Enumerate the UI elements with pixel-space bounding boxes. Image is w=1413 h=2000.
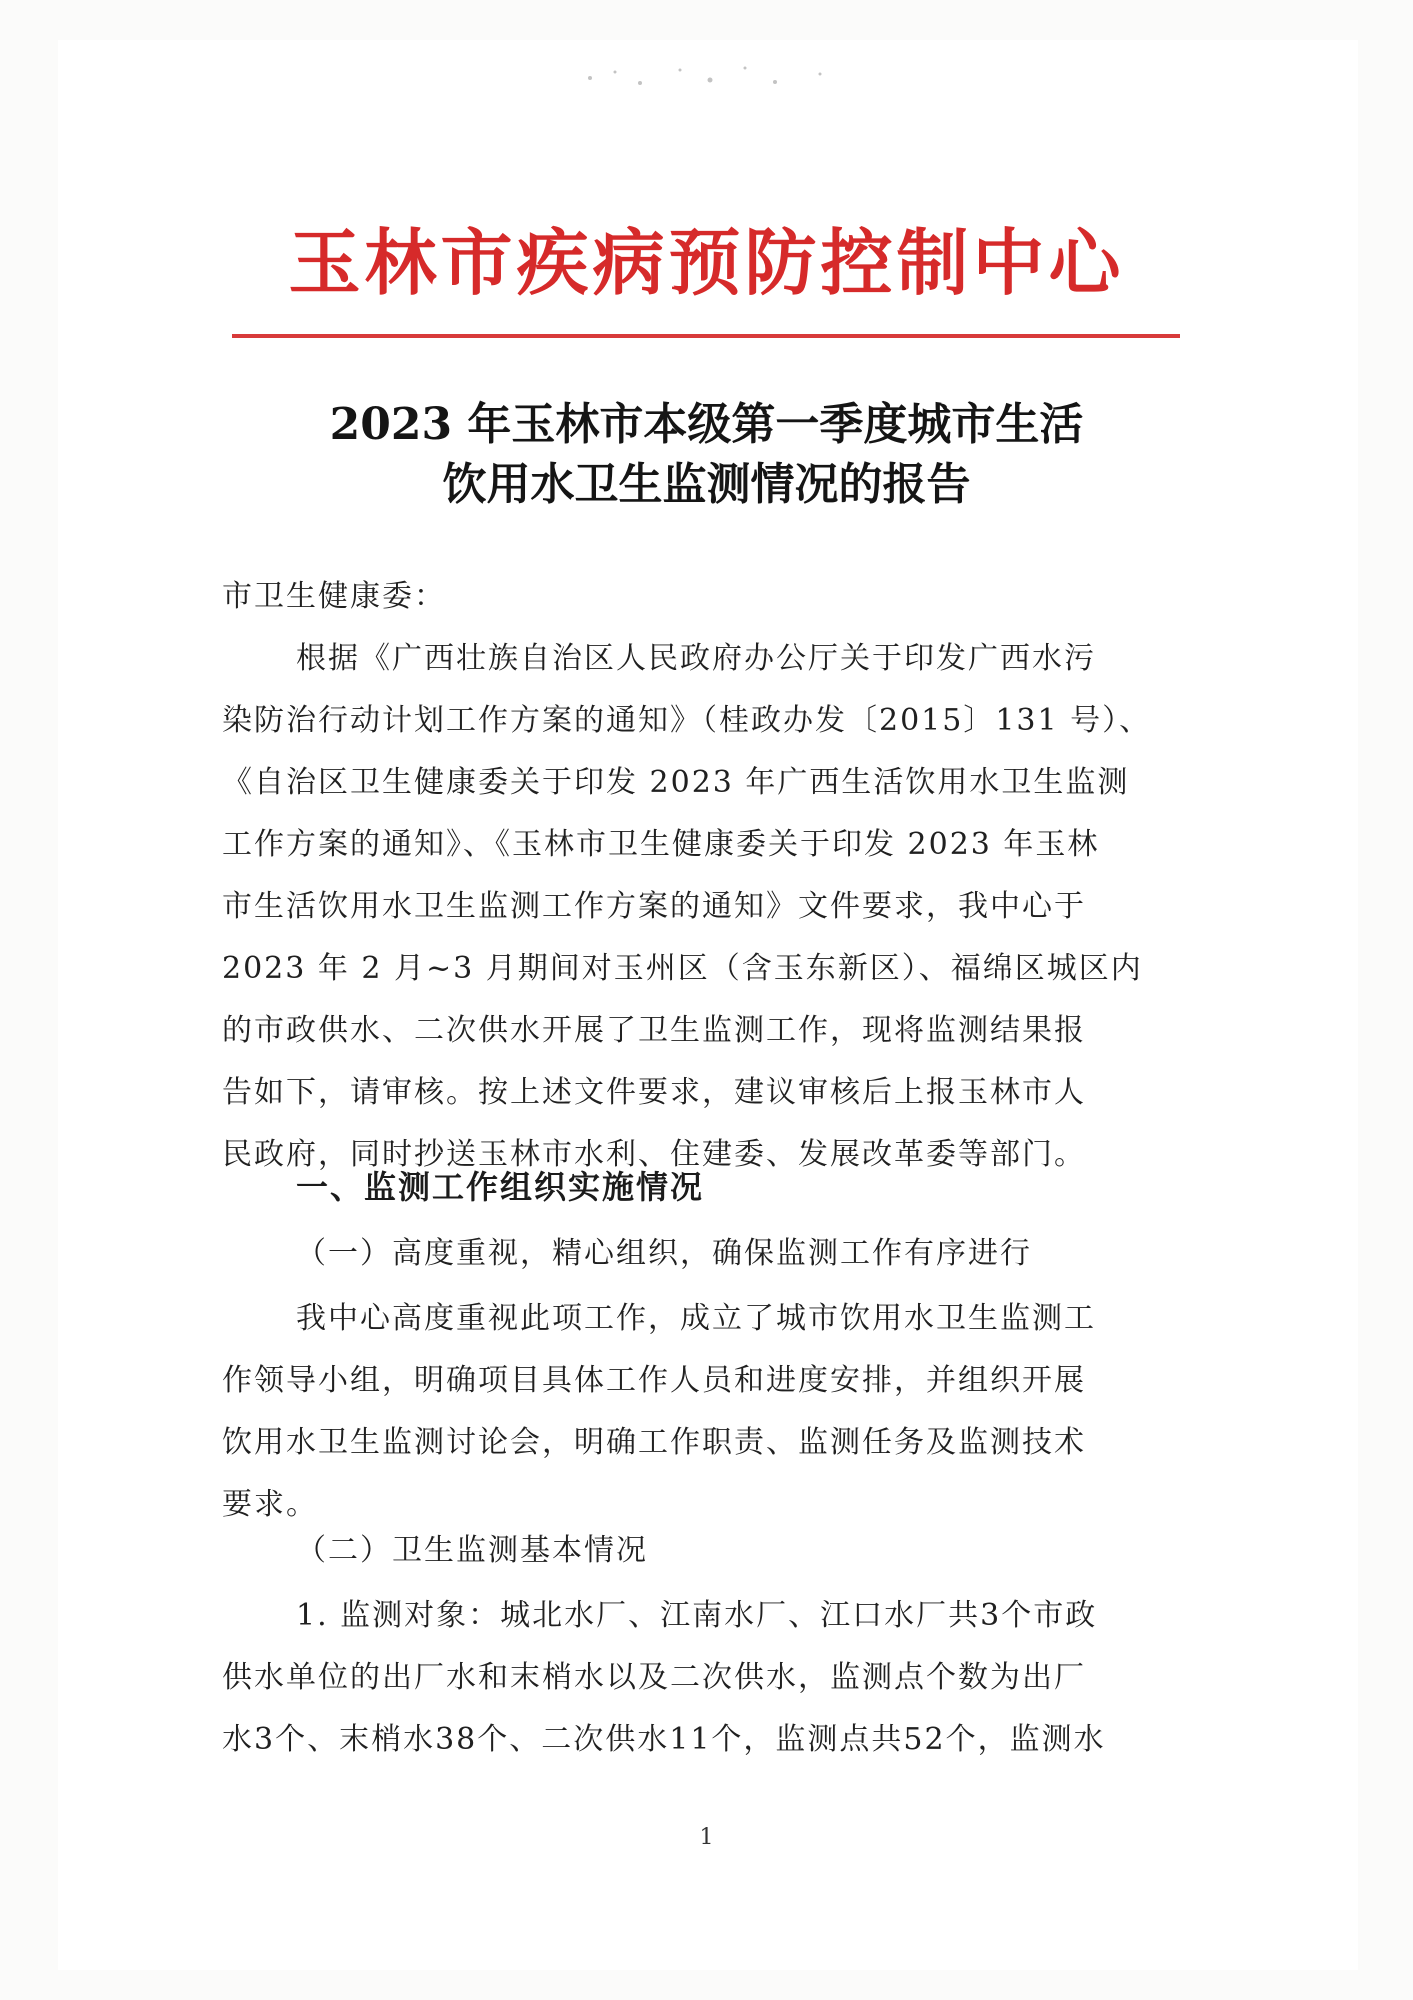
paragraph-line: 水3个、末梢水38个、二次供水11个，监测点共52个，监测水 (222, 1722, 1106, 1757)
paragraph-line: 民政府，同时抄送玉林市水利、住建委、发展改革委等部门。 (222, 1137, 1086, 1172)
paragraph-line: 染防治行动计划工作方案的通知》（桂政办发〔2015〕131 号）、 (222, 703, 1152, 738)
page-number: 1 (699, 1825, 714, 1850)
paragraph-line: 告如下，请审核。按上述文件要求，建议审核后上报玉林市人 (222, 1075, 1086, 1110)
paragraph-line: 的市政供水、二次供水开展了卫生监测工作，现将监测结果报 (222, 1013, 1086, 1048)
subsection-heading-2: （二）卫生监测基本情况 (296, 1533, 648, 1568)
paragraph-line: 要求。 (222, 1487, 318, 1522)
scan-smudge (570, 58, 860, 98)
paragraph-line: 2023 年 2 月~3 月期间对玉州区（含玉东新区）、福绵区城区内 (222, 951, 1143, 986)
organization-letterhead: 玉林市疾病预防控制中心 (288, 221, 1125, 305)
report-title-line-2: 饮用水卫生监测情况的报告 (442, 459, 971, 510)
report-title-line-1: 2023 年玉林市本级第一季度城市生活 (329, 399, 1084, 450)
paragraph-line: 市生活饮用水卫生监测工作方案的通知》文件要求，我中心于 (222, 889, 1086, 924)
paragraph-line: 根据《广西壮族自治区人民政府办公厅关于印发广西水污 (296, 641, 1096, 676)
paragraph-line: 饮用水卫生监测讨论会，明确工作职责、监测任务及监测技术 (222, 1425, 1086, 1460)
paragraph-line: 1. 监测对象：城北水厂、江南水厂、江口水厂共3个市政 (296, 1598, 1098, 1633)
paragraph-line: 供水单位的出厂水和末梢水以及二次供水，监测点个数为出厂 (222, 1660, 1086, 1695)
paragraph-line: 我中心高度重视此项工作，成立了城市饮用水卫生监测工 (296, 1301, 1096, 1336)
paragraph-line: 工作方案的通知》、《玉林市卫生健康委关于印发 2023 年玉林 (222, 827, 1100, 862)
letterhead-divider (232, 334, 1180, 338)
subsection-heading-1: （一）高度重视，精心组织，确保监测工作有序进行 (296, 1236, 1032, 1271)
section-heading-1: 一、监测工作组织实施情况 (296, 1168, 705, 1206)
salutation: 市卫生健康委： (222, 579, 446, 614)
paragraph-line: 作领导小组，明确项目具体工作人员和进度安排，并组织开展 (222, 1363, 1086, 1398)
paragraph-line: 《自治区卫生健康委关于印发 2023 年广西生活饮用水卫生监测 (222, 765, 1130, 800)
